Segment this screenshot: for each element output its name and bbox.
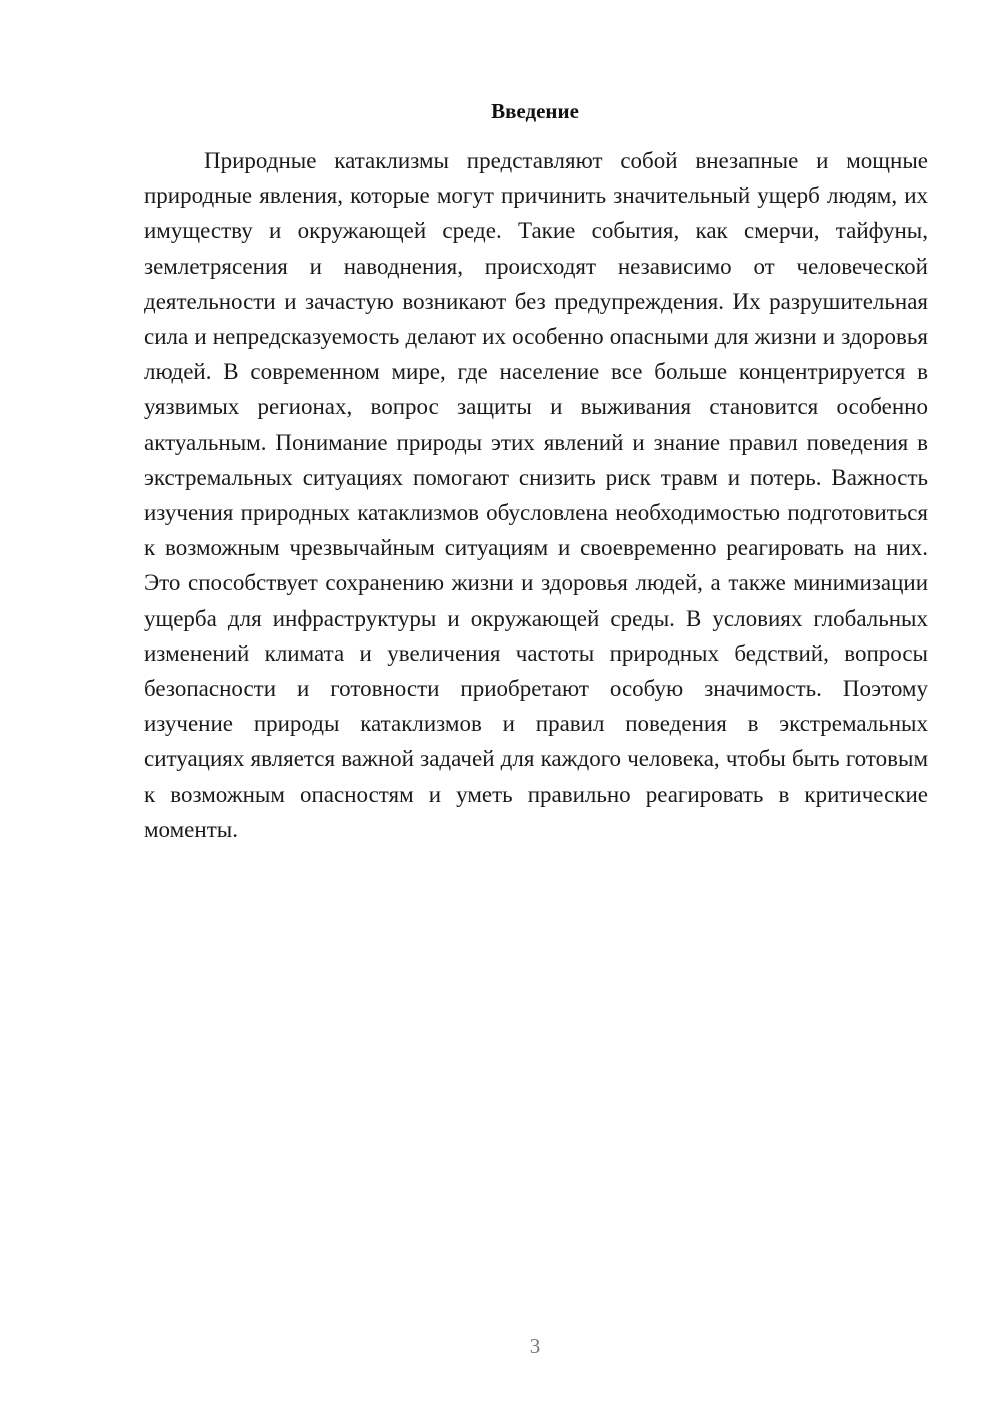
intro-paragraph: Природные катаклизмы представляют собой внезапные и мощные природные явления, которые могут причинить значительный ущерб людям, их имуществу и окружающей среде. Такие события, как смерчи, тайфуны, землетрясения и наводнения, происходят независимо от человеческой деятельности и зачастую возникают без предупреждения. Их разрушительная сила и непредсказуемость делают их особенно опасными для жизни и здоровья людей. В современном мире, где население все больше концентрируется в уязвимых регионах, вопрос защиты и выживания становится особенно актуальным. Понимание природы этих явлений и знание правил поведения в экстремальных ситуациях помогают снизить риск травм и потерь. Важность изучения природных катаклизмов обусловлена необходимостью подготовиться к возможным чрезвычайным ситуациям и своевременно реагировать на них. Это способствует сохранению жизни и здоровья людей, а также минимизации ущерба для инфраструктуры и окружающей среды. В условиях глобальных изменений климата и увеличения частоты природных бедствий, вопросы безопасности и готовности приобретают особую значимость. Поэтому изучение природы катаклизмов и правил поведения в экстремальных ситуациях является важной задачей для каждого человека, чтобы быть готовым к возможным опасностям и уметь правильно реагировать в критические моменты. (144, 148, 928, 842)
page-number: 3 (529, 1334, 541, 1358)
section-heading: Введение (491, 99, 579, 123)
